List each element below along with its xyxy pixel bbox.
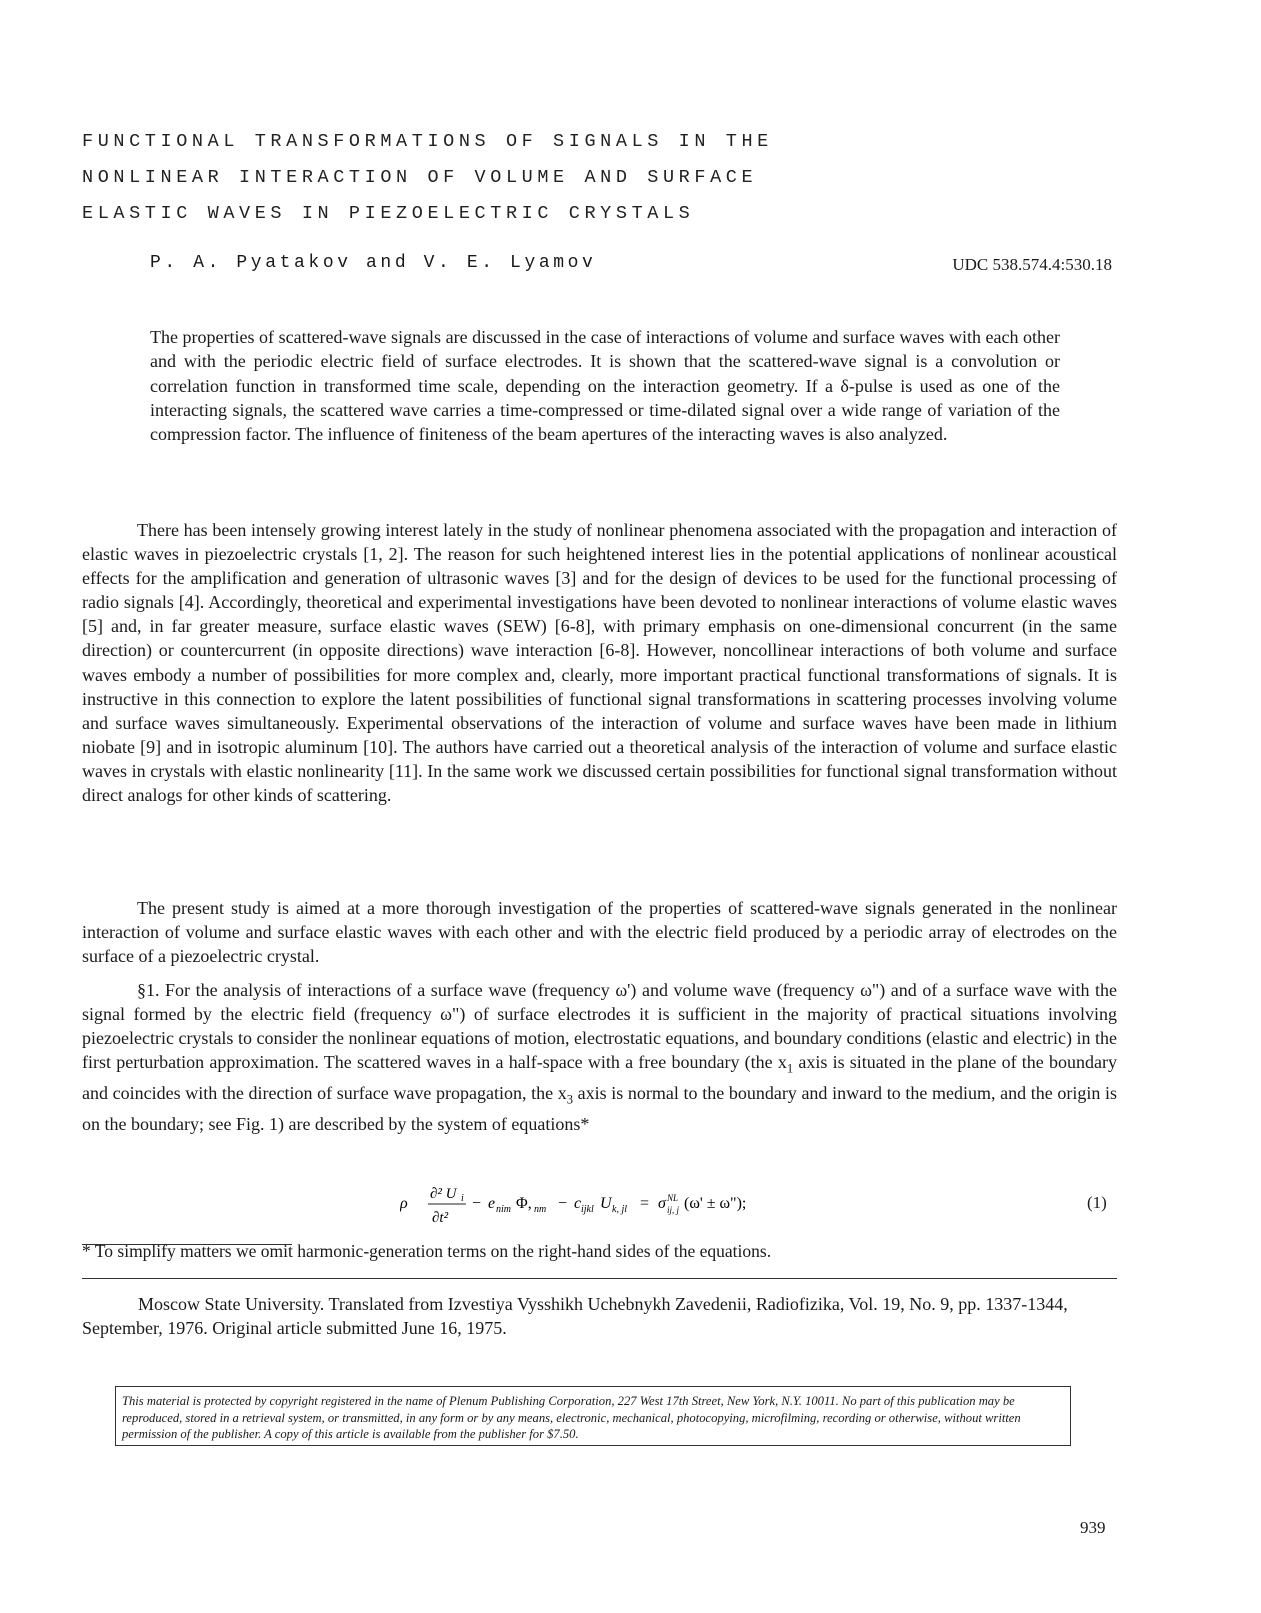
equation-number: (1) [1087,1193,1107,1212]
section-1-text-c: axis is normal to the boundary and inward to the medium, and the origin is on the boundary; see Fig. 1) are described by the system of equations* [82,1082,1117,1134]
svg-text:nim: nim [496,1204,511,1215]
body-paragraph-1: There has been intensely growing interest lately in the study of nonlinear phenomena associated with the propagation and interaction of elastic waves in piezoelectric crystals [1, 2]. The reason for such heightened interest lies in the potential applications of nonlinear acoustical effects for the amplification and generation of ultrasonic waves [3] and for the design of devices to be used for the functional processing of radio signals [4]. Accordingly, theoretical and experimental investigations have been devoted to nonlinear interactions of volume elastic waves [5] and, in far greater measure, surface elastic waves (SEW) [6-8], with primary emphasis on one-dimensional concurrent (in the same direction) or countercurrent (in opposite directions) wave interaction [6-8]. However, noncollinear interactions of both volume and surface waves embody a number of possibilities for more complex and, clearly, more important practical functional transformations of signals. It is instructive in this connection to explore the latent possibilities of functional signal transformations in scattering processes involving volume and surface waves simultaneously. Experimental observations of the interaction of volume and surface waves have been made in lithium niobate [9] and in isotropic aluminum [10]. The authors have carried out a theoretical analysis of the interaction of volume and surface elastic waves in crystals with elastic nonlinearity [11]. In the same work we discussed certain possibilities for functional signal transformation without direct analogs for other kinds of scattering. [82,520,1117,806]
svg-text:c: c [574,1195,582,1212]
affiliation-divider [82,1278,1117,1279]
title-line-3: ELASTIC WAVES IN PIEZOELECTRIC CRYSTALS [82,203,695,224]
svg-text:∂² U: ∂² U [430,1186,457,1202]
svg-text:e: e [488,1195,496,1212]
svg-text:ρ: ρ [400,1195,408,1212]
svg-text:=: = [640,1195,650,1212]
svg-text:ijkl: ijkl [581,1204,594,1215]
svg-text:ij, j: ij, j [667,1205,680,1215]
page-number: 939 [1080,1518,1106,1537]
authors: P. A. Pyatakov and V. E. Lyamov [150,253,597,273]
svg-text:σ: σ [658,1195,666,1212]
svg-text:nm: nm [534,1204,547,1215]
svg-text:∂t²: ∂t² [432,1210,449,1226]
subscript-1: 1 [786,1061,794,1076]
svg-text:i: i [461,1193,464,1204]
svg-text:Φ,: Φ, [516,1195,532,1212]
title-line-2: NONLINEAR INTERACTION OF VOLUME AND SURFACE [82,167,758,188]
svg-text:U: U [600,1195,612,1212]
svg-text:−: − [472,1195,482,1212]
title-line-1: FUNCTIONAL TRANSFORMATIONS OF SIGNALS IN THE [82,131,773,152]
subscript-3: 3 [566,1092,574,1107]
svg-text:k, jl: k, jl [612,1204,627,1215]
svg-text:NL: NL [667,1193,679,1203]
svg-text:(ω' ± ω");: (ω' ± ω"); [684,1195,747,1212]
abstract: The properties of scattered-wave signals are discussed in the case of interactions of volume and surface waves with each other and with the periodic electric field of surface electrodes. It is shown that the scattered-wave signal is a convolution or correlation function in transformed time scale, depending on the interaction geometry. If a δ-pulse is used as one of the interacting signals, the scattered wave carries a time-compressed or time-dilated signal over a wide range of variation of the compression factor. The influence of finiteness of the beam apertures of the interacting waves is also analyzed. [150,327,1060,445]
udc-code: UDC 538.574.4:530.18 [952,255,1112,274]
footnote: * To simplify matters we omit harmonic-generation terms on the right-hand sides of the equations. [82,1241,772,1261]
body-paragraph-2: The present study is aimed at a more thorough investigation of the properties of scattered-wave signals generated in the nonlinear interaction of volume and surface elastic waves with each other and with the electric field produced by a periodic array of electrodes on the surface of a piezoelectric crystal. [82,898,1117,967]
equation-1 [400,1186,1100,1226]
affiliation-note: Moscow State University. Translated from Izvestiya Vysshikh Uchebnykh Zavedenii, Radiofizika, Vol. 19, No. 9, pp. 1337-1344, September, 1976. Original article submitted June 16, 1975. [82,1294,1068,1338]
section-1-text-b: axis is situated in the plane of the boundary and coincides with the direction of surface wave propagation, the x [82,1052,1117,1103]
svg-text:−: − [558,1195,568,1212]
section-1-text-a: §1. For the analysis of interactions of a surface wave (frequency ω') and volume wave (frequency ω") and of a surface wave with the signal formed by the electric field (frequency ω") of surface electrodes it is sufficient in the majority of practical situations involving piezoelectric crystals to consider the nonlinear equations of motion, electrostatic equations, and boundary conditions (elastic and electric) in the first perturbation approximation. The scattered waves in a half-space with a free boundary (the x [82,980,1117,1073]
copyright-notice: This material is protected by copyright registered in the name of Plenum Publishing Corporation, 227 West 17th Street, New York, N.Y. 10011. No part of this publication may be reproduced, stored in a retrieval system, or transmitted, in any form or by any means, electronic, mechanical, photocopying, microfilming, recording or otherwise, without written permission of the publisher. A copy of this article is available from the publisher for $7.50. [115,1386,1071,1446]
section-1-paragraph [82,978,1117,1136]
equation-graphic [400,1186,1100,1230]
